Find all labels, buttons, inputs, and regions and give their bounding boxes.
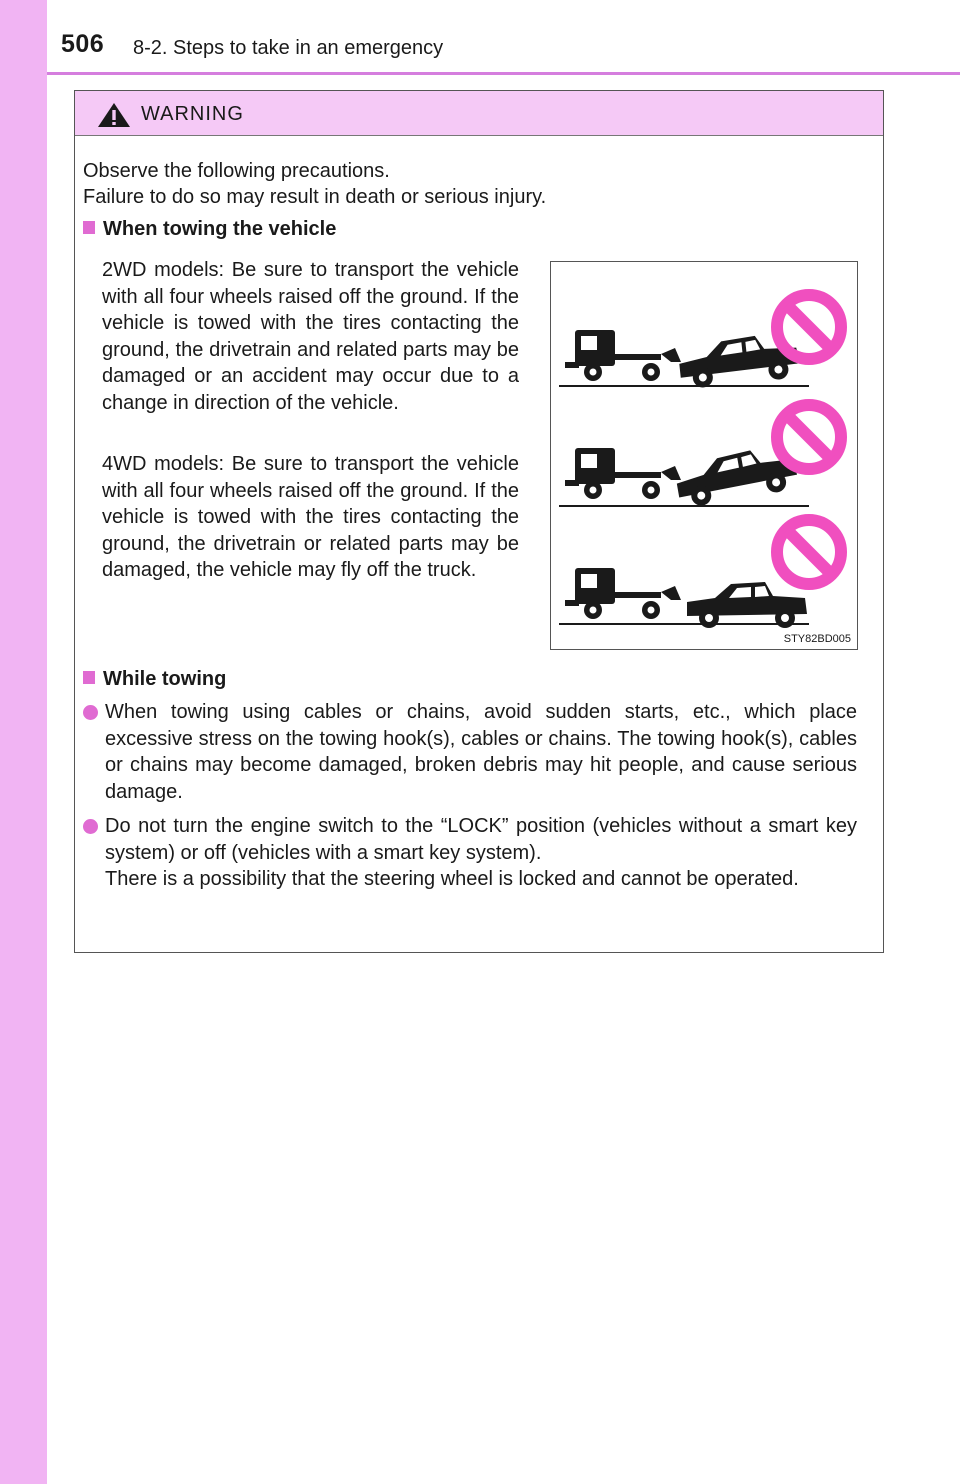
header-divider: [47, 72, 960, 75]
towing-illustration: [550, 261, 858, 650]
subheading-text: When towing the vehicle: [103, 218, 337, 240]
warning-intro: [83, 158, 873, 210]
figure-code: STY82BD005: [783, 633, 851, 645]
intro-line-2: Failure to do so may result in death or serious injury.: [83, 186, 547, 208]
subheading-while-towing: [83, 668, 226, 691]
paragraph-4wd: 4WD models: Be sure to transport the vehicle with all four wheels raised off the ground. If the vehicle is towed with the tires contacting the ground, the drivetrain or related parts may be damaged, the vehicle may fly off the truck.: [102, 453, 519, 581]
bullet-text: Do not turn the engine switch to the “LOCK” position (vehicles without a smart key system) or off (vehicles with a smart key system).: [105, 815, 857, 864]
bullet-text: There is a possibility that the steering wheel is locked and cannot be operated.: [105, 868, 799, 890]
paragraph-2wd: 2WD models: Be sure to transport the vehicle with all four wheels raised off the ground. If the vehicle is towed with the tires contacting the ground, the drivetrain and related parts may be damaged or an accident may occur due to a change in direction of the vehicle.: [102, 259, 519, 414]
intro-line-1: Observe the following precautions.: [83, 160, 390, 182]
circle-bullet-icon: [83, 819, 98, 834]
prohibited-towing-icon: [551, 262, 857, 632]
circle-bullet-icon: [83, 705, 98, 720]
warning-label: WARNING: [141, 103, 244, 125]
bullet-cables-chains: [83, 699, 857, 805]
square-bullet-icon: [83, 671, 95, 684]
warning-box: [74, 90, 884, 953]
side-tab-strip: [0, 0, 47, 1484]
page-header: [47, 0, 960, 72]
subheading-when-towing: [83, 218, 336, 241]
square-bullet-icon: [83, 221, 95, 234]
subheading-text: While towing: [103, 668, 227, 690]
bullet-engine-switch: [83, 813, 857, 893]
warning-triangle-icon: [97, 102, 131, 128]
warning-header: [75, 91, 883, 136]
page-number: 506: [61, 30, 105, 58]
bullet-text: When towing using cables or chains, avoid sudden starts, etc., which place excessive stress on the towing hook(s), cables or chains. The towing hook(s), cables or chains may become damaged, broken debris may hit people, and cause serious damage.: [105, 701, 857, 803]
section-title: 8-2. Steps to take in an emergency: [133, 37, 444, 59]
